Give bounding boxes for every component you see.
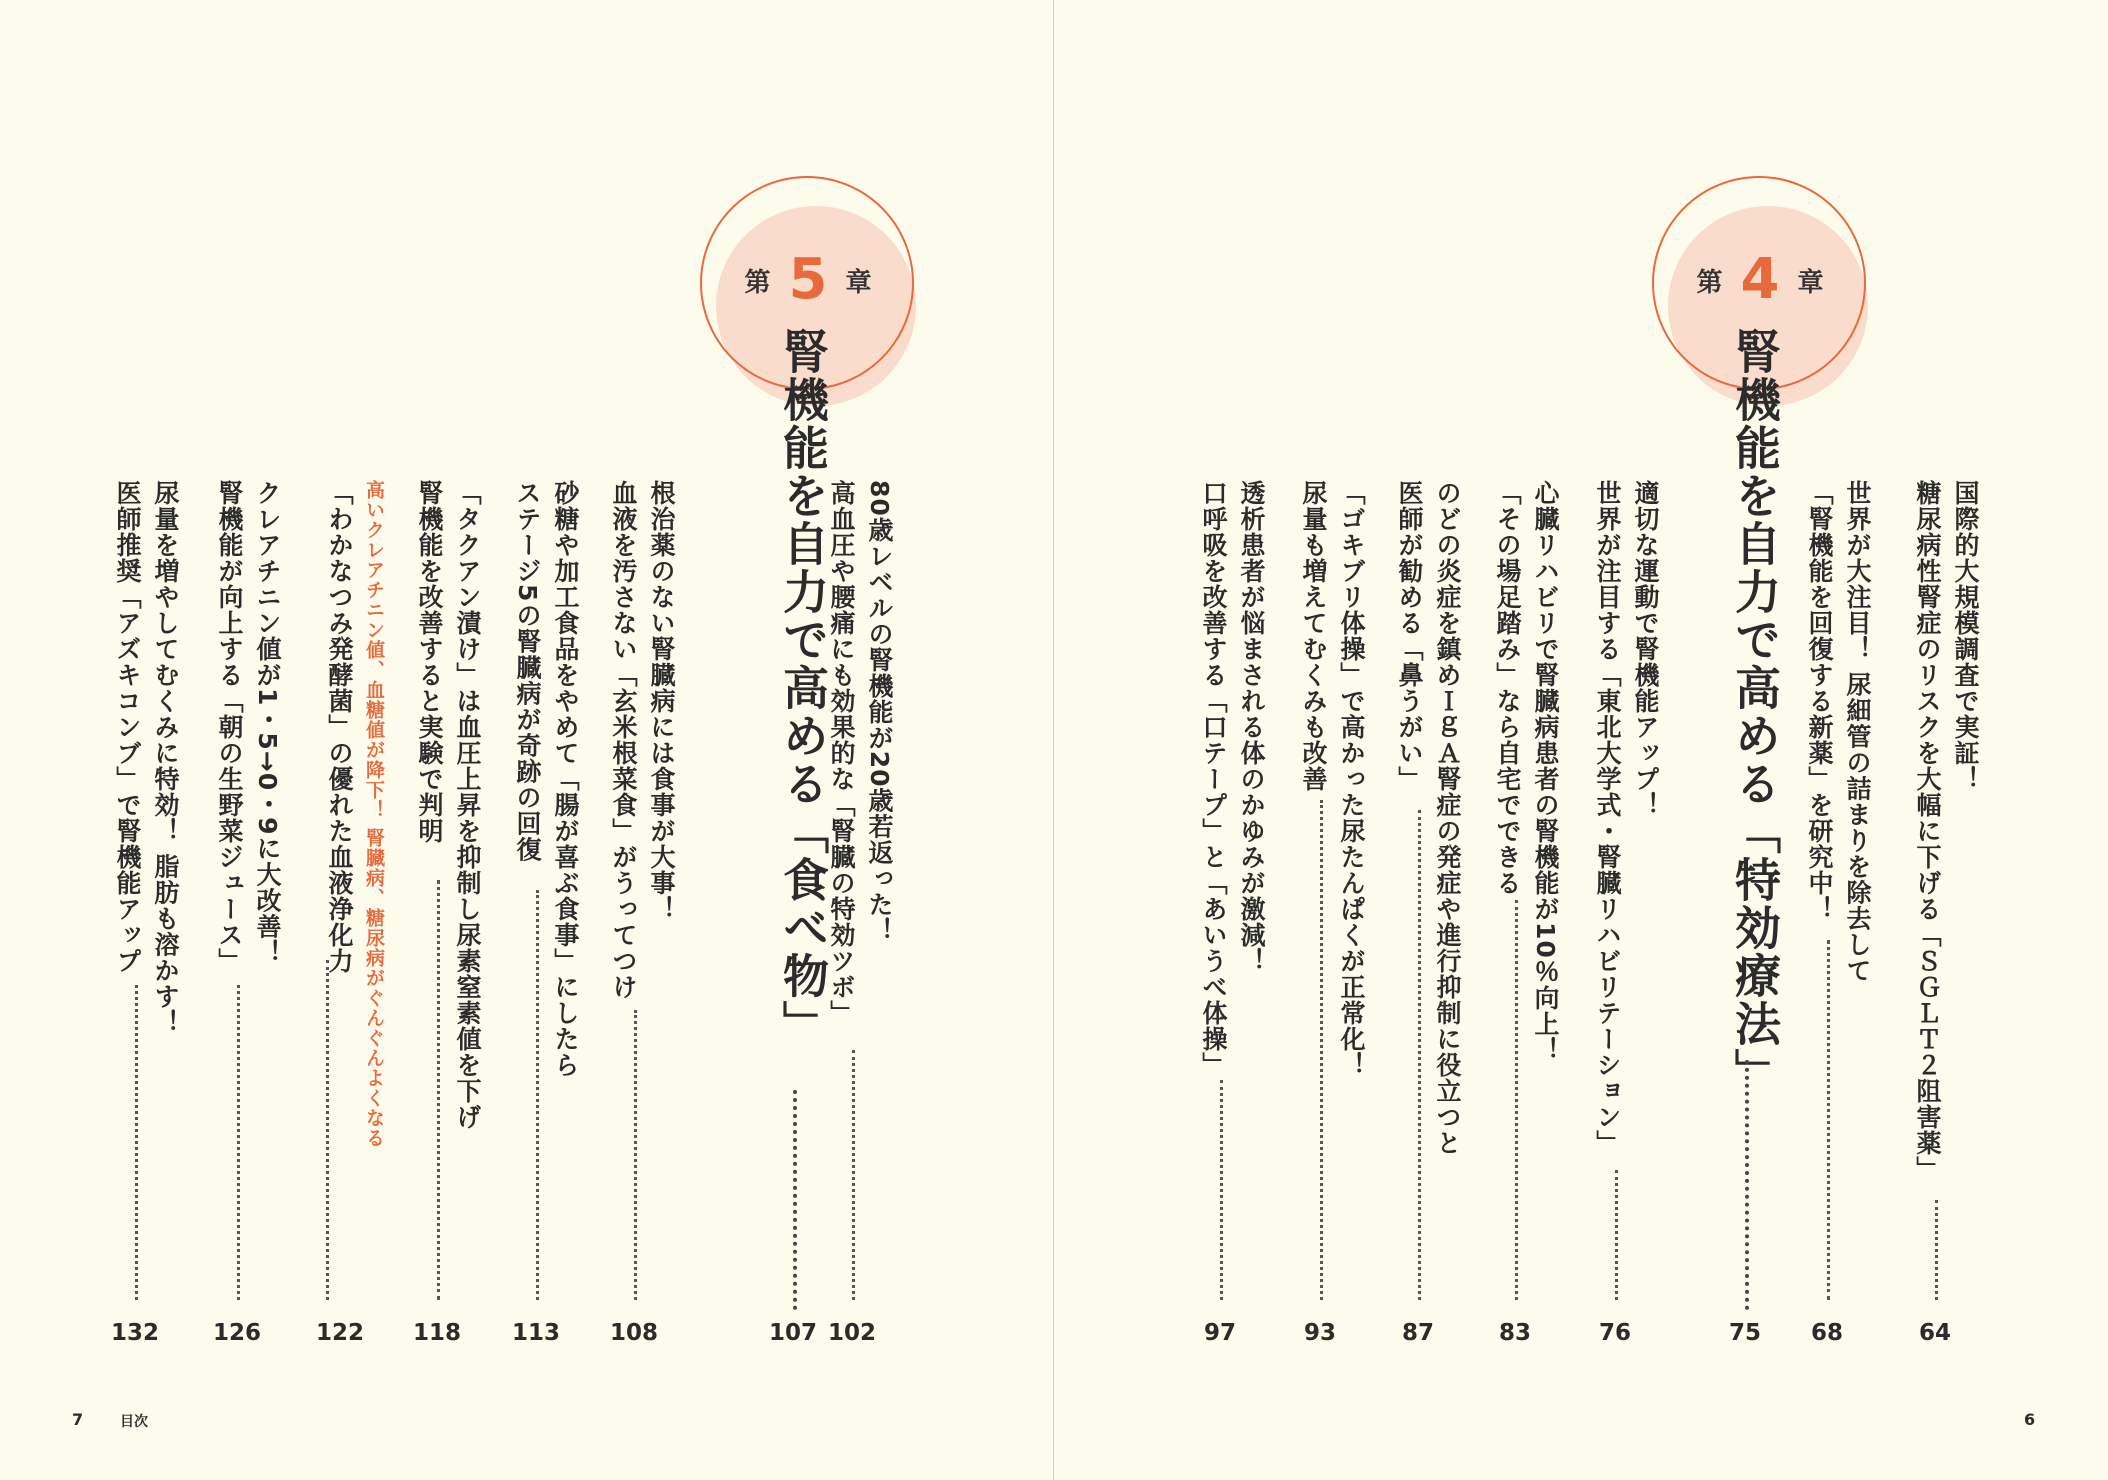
dotted-leader bbox=[536, 890, 539, 1300]
entry-line: 80歳レベルの腎機能が20歳若返った！ bbox=[865, 480, 894, 944]
entry-line: 心臓リハビリで腎臓病患者の腎機能が10％向上！ bbox=[1531, 480, 1560, 1063]
dotted-leader bbox=[437, 880, 440, 1300]
entry-page-number: 132 bbox=[110, 1320, 160, 1346]
entry-line: 「タクアン漬け」は血圧上昇を抑制し尿素窒素値を下げ bbox=[453, 480, 482, 1130]
entry-line: のどの炎症を鎮めＩｇＡ腎症の発症や進行抑制に役立つと bbox=[1433, 480, 1462, 1156]
entry-page-number: 68 bbox=[1810, 1320, 1844, 1346]
chapter-page-number[interactable]: 75 bbox=[1728, 1320, 1762, 1346]
entry-page-number: 97 bbox=[1203, 1320, 1237, 1346]
dotted-leader bbox=[1745, 1060, 1749, 1310]
entry-line: ステージ5の腎臓病が奇跡の回復 bbox=[513, 480, 542, 863]
entry-line: 「その場足踏み」なら自宅でできる bbox=[1493, 480, 1522, 896]
entry-line: 世界が注目する「東北大学式・腎臓リハビリテーション」 bbox=[1593, 480, 1622, 1156]
entry-page-number: 102 bbox=[827, 1320, 877, 1346]
chapter-suffix: 章 bbox=[1797, 267, 1824, 298]
entry-line: 「ゴキブリ体操」で高かった尿たんぱくが正常化！ bbox=[1337, 480, 1366, 1078]
dotted-leader bbox=[1615, 1170, 1618, 1300]
entry-line: 口呼吸を改善する「口テープ」と「あいうべ体操」 bbox=[1199, 480, 1228, 1078]
entry-page-number: 83 bbox=[1498, 1320, 1532, 1346]
chapter-number: 4 bbox=[1740, 247, 1780, 312]
entry-line: 血液を汚さない「玄米根菜食」がうってつけ bbox=[609, 480, 638, 1000]
dotted-leader bbox=[1220, 1080, 1223, 1300]
entry-line: 世界が大注目！ 尿細管の詰まりを除去して bbox=[1843, 480, 1872, 984]
page-number-left: 7 bbox=[72, 1410, 84, 1429]
entry-line: 透析患者が悩まされる体のかゆみが激減！ bbox=[1237, 480, 1266, 974]
chapter-prefix: 第 bbox=[744, 267, 771, 298]
chapter-number: 5 bbox=[788, 247, 828, 312]
toc-entry[interactable] bbox=[586, 480, 676, 1430]
dotted-leader bbox=[326, 960, 329, 1300]
entry-page-number: 76 bbox=[1598, 1320, 1632, 1346]
entry-line: 「わかなつみ発酵菌」の優れた血液浄化力 bbox=[325, 480, 354, 974]
entry-page-number: 126 bbox=[212, 1320, 262, 1346]
dotted-leader bbox=[1320, 800, 1323, 1300]
entry-page-number: 113 bbox=[511, 1320, 561, 1346]
toc-entry[interactable] bbox=[192, 480, 282, 1430]
entry-highlight-line: 高いクレアチニン値、血糖値が降下！ 腎臓病、糖尿病がぐんぐんよくなる bbox=[363, 480, 385, 1148]
entry-line: 国際的大規模調査で実証！ bbox=[1951, 480, 1980, 792]
toc-entry[interactable] bbox=[296, 480, 386, 1430]
entry-line: 砂糖や加工食品をやめて「腸が喜ぶ食事」にしたら bbox=[551, 480, 580, 1078]
toc-entry[interactable] bbox=[90, 480, 180, 1430]
dotted-leader bbox=[1935, 1200, 1938, 1300]
entry-line: 尿量を増やしてむくみに特効！ 脂肪も溶かす！ bbox=[151, 480, 180, 1036]
entry-line: 根治薬のない腎臓病には食事が大事！ bbox=[647, 480, 676, 922]
dotted-leader bbox=[135, 985, 138, 1300]
chapter-label bbox=[1650, 247, 1870, 312]
dotted-leader bbox=[634, 1010, 637, 1300]
entry-page-number: 108 bbox=[609, 1320, 659, 1346]
page-number-right: 6 bbox=[2024, 1410, 2036, 1429]
toc-entry[interactable] bbox=[1176, 480, 1266, 1430]
toc-entry[interactable] bbox=[1372, 480, 1462, 1430]
entry-line: 「腎機能を回復する新薬」を研究中！ bbox=[1805, 480, 1834, 922]
dotted-leader bbox=[1515, 900, 1518, 1300]
entry-page-number: 64 bbox=[1918, 1320, 1952, 1346]
toc-entry[interactable] bbox=[490, 480, 580, 1430]
running-head: 目次 bbox=[120, 1414, 148, 1430]
toc-entry[interactable] bbox=[1276, 480, 1366, 1430]
dotted-leader bbox=[852, 1050, 855, 1300]
chapter-prefix: 第 bbox=[1696, 267, 1723, 298]
entry-line: 医師推奨「アズキコンブ」で腎機能アップ bbox=[113, 480, 142, 974]
chapter-page-number[interactable]: 107 bbox=[768, 1320, 818, 1346]
toc-entry[interactable] bbox=[1470, 480, 1560, 1430]
entry-page-number: 122 bbox=[315, 1320, 365, 1346]
toc-entry[interactable] bbox=[392, 480, 482, 1430]
chapter-title[interactable]: 腎機能を自力で高める「特効療法」 bbox=[1728, 328, 1782, 1096]
page-gutter bbox=[1053, 0, 1054, 1480]
entry-page-number: 93 bbox=[1303, 1320, 1337, 1346]
entry-line: 腎機能が向上する「朝の生野菜ジュース」 bbox=[215, 480, 244, 974]
entry-line: 高血圧や腰痛にも効果的な「腎臓の特効ツボ」 bbox=[827, 480, 856, 1026]
chapter-suffix: 章 bbox=[845, 267, 872, 298]
entry-line: 腎機能を改善すると実験で判明 bbox=[415, 480, 444, 844]
chapter-label bbox=[698, 247, 918, 312]
chapter-title[interactable]: 腎機能を自力で高める「食べ物」 bbox=[776, 328, 830, 1048]
entry-line: 適切な運動で腎機能アップ！ bbox=[1631, 480, 1660, 818]
entry-line: クレアチニン値が1・5→0・9に大改善！ bbox=[253, 480, 282, 966]
entry-line: 糖尿病性腎症のリスクを大幅に下げる「ＳＧＬＴ２阻害薬」 bbox=[1913, 480, 1942, 1182]
dotted-leader bbox=[793, 1090, 797, 1310]
toc-entry[interactable] bbox=[804, 480, 894, 1430]
entry-line: 医師が勧める「鼻うがい」 bbox=[1395, 480, 1424, 792]
entry-page-number: 87 bbox=[1401, 1320, 1435, 1346]
entry-page-number: 118 bbox=[412, 1320, 462, 1346]
dotted-leader bbox=[237, 985, 240, 1300]
toc-entry[interactable] bbox=[1570, 480, 1660, 1430]
dotted-leader bbox=[1418, 810, 1421, 1300]
entry-line: 尿量も増えてむくみも改善 bbox=[1299, 480, 1328, 792]
